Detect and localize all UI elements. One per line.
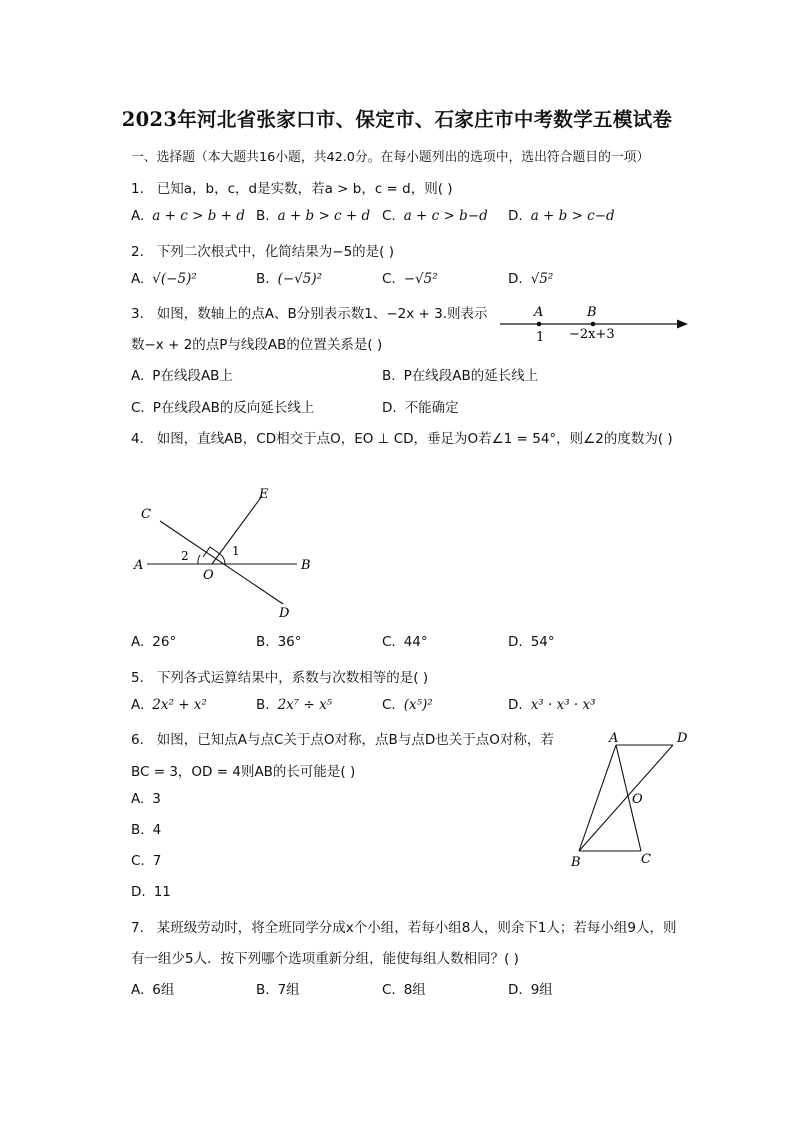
option-d[interactable]: D. 不能确定 [382,400,459,416]
option-d[interactable]: D. a + b > c−d [508,208,615,224]
question-number: 1. [131,181,144,197]
option-c[interactable]: C. 8组 [382,982,426,998]
question-1 [131,177,453,197]
option-d[interactable]: D. 11 [131,884,171,900]
label-c: C [141,507,151,522]
question-6 [131,728,554,748]
option-a[interactable]: A. 26° [131,634,177,650]
label-angle-1: 1 [232,544,240,558]
option-b[interactable]: B. a + b > c + d [256,208,371,224]
segment-ab [579,745,616,851]
question-2 [131,240,394,260]
label-o: O [203,568,214,583]
label-o: O [632,792,643,807]
option-a[interactable]: A. a + c > b + d [131,208,245,224]
question-stem-line-1: 某班级劳动时，将全班同学分成x个小组，若每小组8人，则余下1人；若每小组9人，则 [156,920,677,936]
option-c[interactable]: C. 44° [382,634,428,650]
question-7 [131,916,677,936]
number-line-figure [495,300,695,348]
question-stem: 下列二次根式中，化简结果为−5的是( ) [156,244,394,260]
label-d: D [677,731,688,746]
question-stem-line-2: 有一组少5人．按下列哪个选项重新分组，能使每组人数相同？( ) [131,951,519,967]
label-e: E [259,487,269,502]
number-line-arrow [677,320,688,329]
question-stem-line-2: 数−x + 2的点P与线段AB的位置关系是( ) [131,337,383,353]
question-number: 5. [131,670,144,686]
section-header: 一、选择题（本大题共16小题，共42.0分。在每小题列出的选项中，选出符合题目的一项） [131,150,650,165]
question-number: 2. [131,244,144,260]
question-number: 3. [131,306,144,322]
option-b[interactable]: B. 36° [256,634,302,650]
question-stem: 已知a，b，c，d是实数，若a > b，c = d，则( ) [156,181,453,197]
point-a-label: A [534,305,544,320]
point-b-label: B [587,305,597,320]
label-a: A [609,731,619,746]
segment-bd [579,745,673,851]
point-a-value: 1 [536,330,545,345]
page-title: 2023年河北省张家口市、保定市、石家庄市中考数学五模试卷 [121,108,673,131]
option-b[interactable]: B. 2x⁷ ÷ x⁵ [256,697,333,713]
option-a[interactable]: A. √(−5)² [131,271,197,287]
question-number: 7. [131,920,144,936]
label-a: A [134,558,144,573]
option-a[interactable]: A. 6组 [131,982,175,998]
question-stem: 如图，直线AB，CD相交于点O，EO ⊥ CD，垂足为O若∠1 = 54°，则∠2的度数为( ) [156,431,673,447]
option-d[interactable]: D. 9组 [508,982,553,998]
option-d[interactable]: D. 54° [508,634,555,650]
question-4 [131,427,673,447]
option-b[interactable]: B. P在线段AB的延长线上 [382,368,539,384]
question-stem-line-1: 如图，数轴上的点A、B分别表示数1、−2x + 3.则表示 [156,306,488,322]
point-a-dot [537,322,542,327]
label-d: D [279,606,290,621]
label-c: C [641,852,651,867]
question-5 [131,666,428,686]
angle-figure [125,482,325,622]
option-d[interactable]: D. x³ · x³ · x³ [508,697,596,713]
question-stem-line-1: 如图，已知点A与点C关于点O对称，点B与点D也关于点O对称，若 [156,732,554,748]
option-a[interactable]: A. 3 [131,791,161,807]
label-angle-2: 2 [181,549,189,563]
point-b-dot [591,322,596,327]
option-c[interactable]: C. −√5² [382,271,438,287]
label-b: B [301,558,311,573]
parallelogram-figure [565,728,700,873]
label-b: B [571,855,581,870]
option-d[interactable]: D. √5² [508,271,554,287]
option-c[interactable]: C. P在线段AB的反向延长线上 [131,400,315,416]
option-a[interactable]: A. P在线段AB上 [131,368,233,384]
option-c[interactable]: C. 7 [131,853,162,869]
angle-2-arc [198,555,200,564]
option-a[interactable]: A. 2x² + x² [131,697,207,713]
option-c[interactable]: C. a + c > b−d [382,208,488,224]
point-b-value: −2x+3 [569,327,615,342]
question-3 [131,302,488,322]
option-b[interactable]: B. 4 [131,822,162,838]
question-number: 6. [131,732,144,748]
option-c[interactable]: C. (x⁵)² [382,697,433,713]
option-b[interactable]: B. 7组 [256,982,300,998]
question-number: 4. [131,431,144,447]
line-cd [160,521,283,604]
option-b[interactable]: B. (−√5)² [256,271,323,287]
question-stem: 下列各式运算结果中，系数与次数相等的是( ) [156,670,429,686]
question-stem-line-2: BC = 3，OD = 4则AB的长可能是( ) [131,764,356,780]
